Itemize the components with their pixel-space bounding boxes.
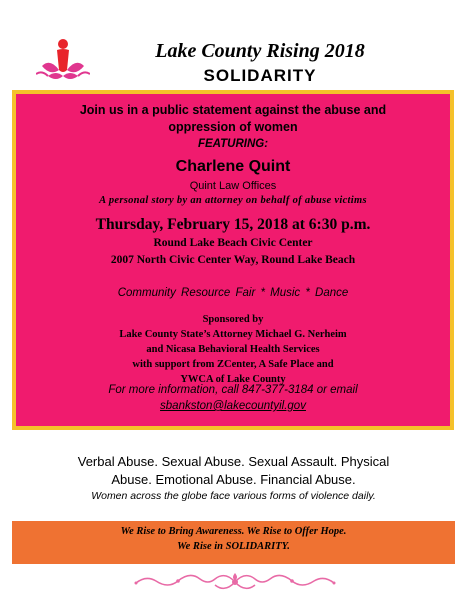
lotus-figure-icon — [36, 36, 90, 84]
page-title: Lake County Rising 2018 — [155, 40, 365, 62]
abuse-types-line-1: Verbal Abuse. Sexual Abuse. Sexual Assault. Physical — [77, 454, 390, 469]
sponsors-line: YWCA of Lake County — [180, 374, 286, 385]
featuring-label: FEATURING: — [197, 138, 269, 150]
speaker-story: A personal story by an attorney on behalf of abuse victims — [99, 195, 367, 206]
speaker-name: Charlene Quint — [175, 158, 291, 175]
sponsors-line: Sponsored by — [202, 314, 264, 325]
footer-line-1: We Rise to Bring Awareness. We Rise to Offer Hope. — [120, 526, 347, 537]
abuse-types-line-2: Abuse. Emotional Abuse. Financial Abuse. — [111, 472, 356, 487]
abuse-statement: Women across the globe face various forms of violence daily. — [91, 490, 376, 502]
contact-email-link[interactable]: sbankston@lakecountyil.gov — [160, 400, 306, 412]
flourish-divider-icon — [130, 567, 340, 597]
sponsors-line: with support from ZCenter, A Safe Place and — [132, 359, 334, 370]
event-date: Thursday, February 15, 2018 at 6:30 p.m. — [95, 216, 371, 233]
page-subtitle: SOLIDARITY — [203, 66, 317, 85]
speaker-organization: Quint Law Offices — [189, 180, 277, 192]
footer-line-2: We Rise in SOLIDARITY. — [177, 541, 290, 552]
contact-info: For more information, call 847-377-3184 or email — [108, 384, 358, 396]
event-intro-line-1: Join us in a public statement against the abuse and — [79, 103, 387, 117]
event-intro — [16, 102, 450, 136]
event-intro-line-2: oppression of women — [168, 120, 298, 134]
sponsors-line: and Nicasa Behavioral Health Services — [146, 344, 320, 355]
event-activities: Community Resource Fair * Music * Dance — [117, 287, 349, 299]
sponsors-line: Lake County State’s Attorney Michael G. Nerheim — [119, 329, 347, 340]
event-details-panel — [12, 90, 454, 430]
event-address: 2007 North Civic Center Way, Round Lake Beach — [110, 254, 356, 266]
sponsors-block — [16, 312, 450, 387]
footer-banner — [12, 521, 455, 564]
event-venue: Round Lake Beach Civic Center — [153, 237, 313, 249]
